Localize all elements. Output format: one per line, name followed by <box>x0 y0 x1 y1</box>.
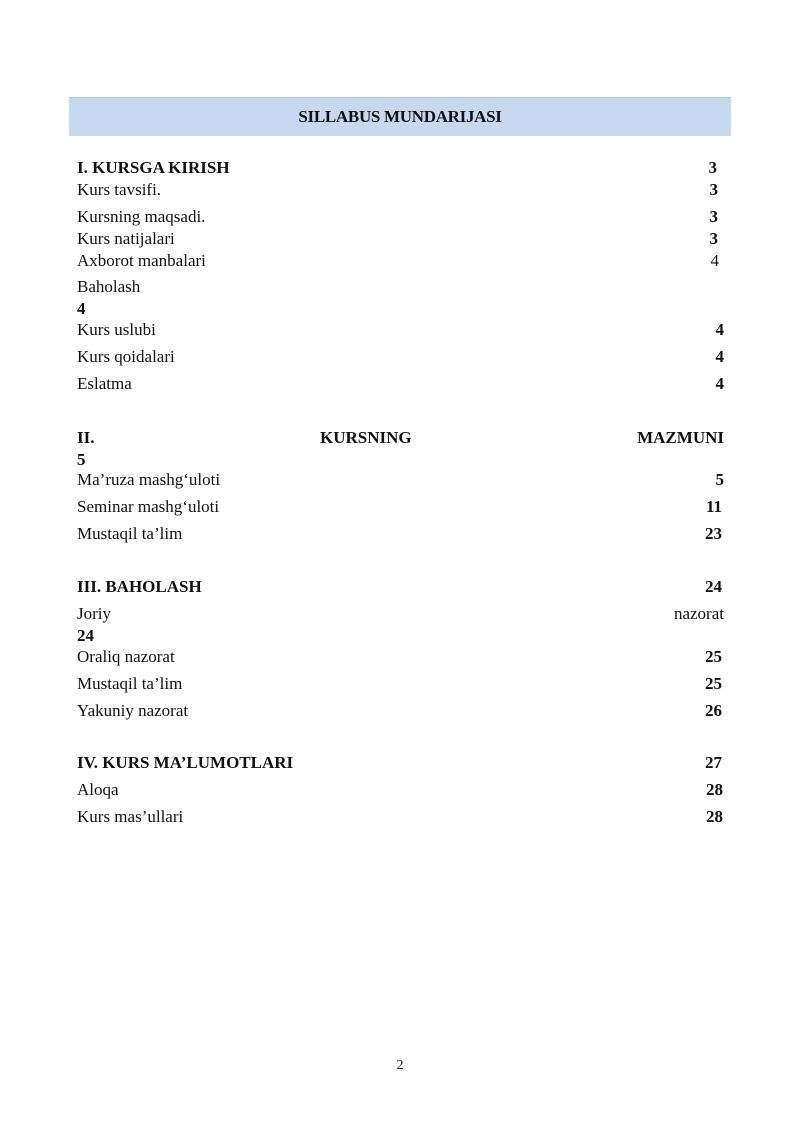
toc-heading-page: 27 <box>705 753 722 772</box>
toc-entry-page: 3 <box>709 229 718 248</box>
toc-entry-page-wrapped: 4 <box>77 299 86 318</box>
toc-entry-page: 3 <box>709 207 718 226</box>
toc-section-1-heading[interactable] <box>77 158 717 178</box>
toc-entry-label: Baholash <box>77 277 141 296</box>
toc-entry[interactable] <box>77 470 724 490</box>
toc-entry[interactable] <box>77 701 722 721</box>
toc-entry-label: Oraliq nazorat <box>77 647 175 666</box>
toc-entry-label: Eslatma <box>77 374 132 393</box>
toc-entry-label: Kurs tavsifi. <box>77 180 162 199</box>
toc-entry[interactable] <box>77 180 718 200</box>
toc-entry[interactable] <box>77 647 722 667</box>
toc-entry-label: Kursning maqsadi. <box>77 207 206 226</box>
toc-entry-page: 4 <box>715 320 724 339</box>
toc-entry[interactable] <box>77 347 724 367</box>
toc-entry[interactable] <box>77 374 724 394</box>
toc-heading-page: 3 <box>708 158 717 177</box>
toc-entry-label: Axborot manbalari <box>77 251 206 270</box>
toc-entry-page: 4 <box>715 347 724 366</box>
toc-entry[interactable] <box>77 251 719 271</box>
toc-entry-page: 23 <box>705 524 722 543</box>
toc-entry[interactable] <box>77 524 722 544</box>
toc-entry[interactable] <box>77 780 723 800</box>
toc-entry-label: Kurs uslubi <box>77 320 156 339</box>
toc-entry-page: 26 <box>705 701 722 720</box>
toc-entry-page: 11 <box>705 497 722 516</box>
toc-entry-page: 5 <box>715 470 724 489</box>
toc-section-2-heading[interactable] <box>77 428 724 448</box>
toc-entry[interactable] <box>77 320 724 340</box>
toc-entry-label-part: nazorat <box>673 604 724 623</box>
toc-entry-page: 4 <box>715 374 724 393</box>
toc-entry-page: 3 <box>709 180 718 199</box>
toc-entry-page-wrapped: 24 <box>77 626 94 645</box>
toc-entry-label: Kurs mas’ullari <box>77 807 184 826</box>
toc-heading-page-wrapped: 5 <box>77 450 86 469</box>
toc-section-4-heading[interactable] <box>77 753 722 773</box>
toc-entry[interactable] <box>77 604 724 624</box>
page-number: 2 <box>396 1058 404 1073</box>
toc-entry-label-part: Joriy <box>77 604 111 623</box>
toc-entry-page: 25 <box>705 674 722 693</box>
toc-heading-label: IV. KURS MA’LUMOTLARI <box>77 753 294 772</box>
toc-entry[interactable] <box>77 674 722 694</box>
toc-section-3-heading[interactable] <box>77 577 722 597</box>
toc-entry-label: Kurs natijalari <box>77 229 175 248</box>
toc-entry-label: Seminar mashg‘uloti <box>77 497 220 516</box>
toc-entry-page: 28 <box>706 807 723 826</box>
toc-entry-label: Kurs qoidalari <box>77 347 175 366</box>
toc-entry-label: Mustaqil ta’lim <box>77 524 183 543</box>
toc-entry-label: Ma’ruza mashg‘uloti <box>77 470 221 489</box>
toc-entry[interactable] <box>77 207 718 227</box>
toc-entry[interactable] <box>77 229 718 249</box>
toc-entry-label: Yakuniy nazorat <box>77 701 189 720</box>
toc-heading-word: KURSNING <box>319 428 412 447</box>
toc-entry[interactable] <box>77 277 724 297</box>
toc-entry-page: 25 <box>705 647 722 666</box>
toc-heading-page: 24 <box>705 577 722 596</box>
toc-heading-label: I. KURSGA KIRISH <box>77 158 230 177</box>
toc-entry-page: 28 <box>706 780 723 799</box>
toc-heading-number: II. <box>77 428 95 447</box>
toc-title: SILLABUS MUNDARIJASI <box>298 107 502 126</box>
toc-heading-label: III. BAHOLASH <box>77 577 202 596</box>
toc-heading-word: MAZMUNI <box>637 428 724 447</box>
toc-entry[interactable] <box>77 497 722 517</box>
toc-entry-label: Aloqa <box>77 780 119 799</box>
toc-entry[interactable] <box>77 807 723 827</box>
toc-entry-page: 4 <box>710 251 719 270</box>
toc-entry-label: Mustaqil ta’lim <box>77 674 183 693</box>
toc-title-bar <box>69 97 731 136</box>
